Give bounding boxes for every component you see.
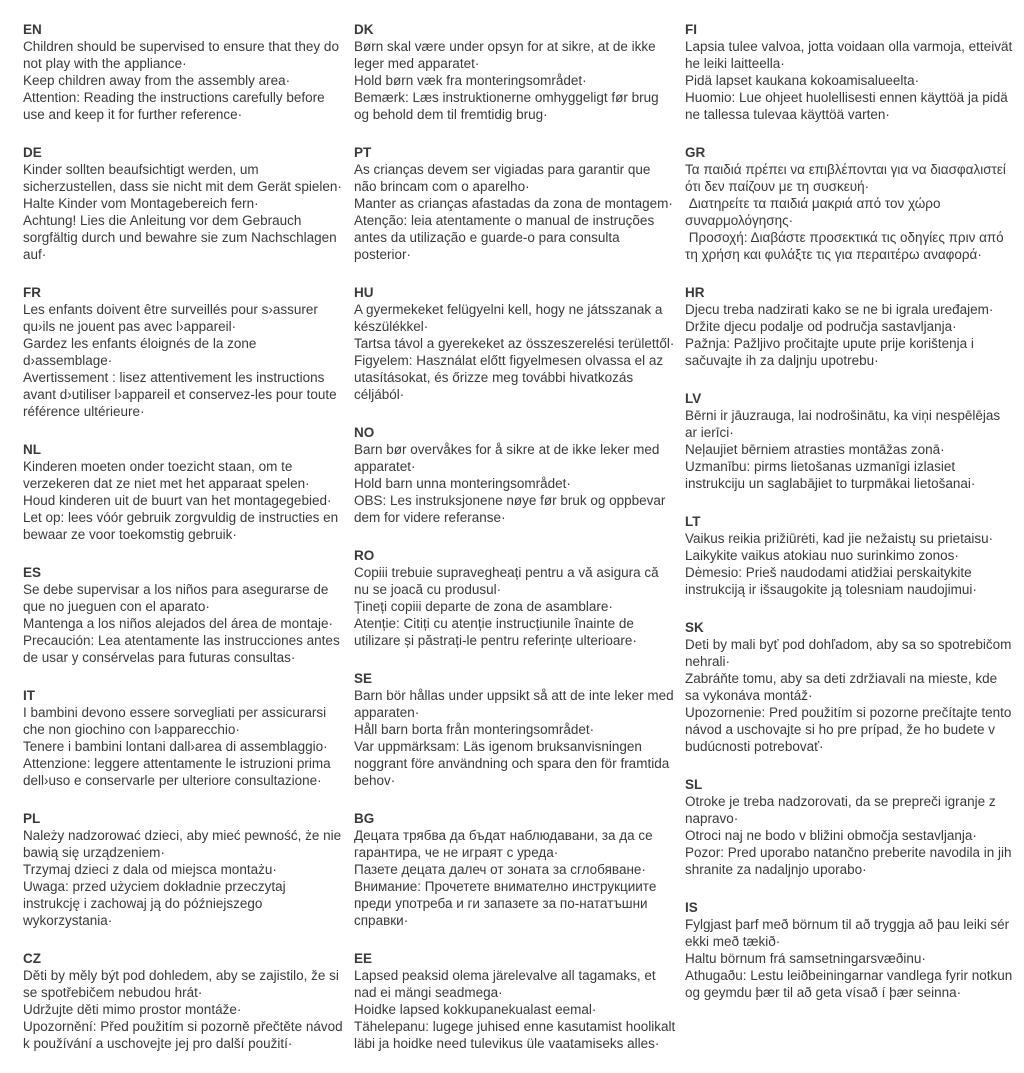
language-section-es (23, 564, 345, 666)
instruction-line: Mantenga a los niños alejados del área de montaje· (23, 616, 333, 631)
language-code: ES (23, 565, 42, 580)
instruction-line: Hold barn unna monteringsområdet· (354, 476, 571, 491)
instruction-line: Copiii trebuie supravegheați pentru a vă asigura că nu se joacă cu produsul· (354, 565, 663, 597)
instruction-line: Pidä lapset kaukana kokoamisalueelta· (685, 73, 920, 88)
instruction-line: Atenție: Citiți cu atenție instrucțiunile înainte de utilizare și păstrați-le pentru referințe ulterioare· (354, 616, 638, 648)
instruction-line: Vaikus reikia prižiūrėti, kad jie nežaistų su prietaisu· (685, 531, 994, 546)
instruction-line: Tartsa távol a gyerekeket az összeszerelési területtől· (354, 336, 675, 351)
language-section-fi (685, 21, 1015, 123)
language-section-lv (685, 390, 1015, 492)
language-section-pl (23, 810, 345, 929)
instruction-line: Tähelepanu: lugege juhised enne kasutamist hoolikalt läbi ja hoidke need tulevikus üle vaatamiseks alles· (354, 1019, 679, 1051)
instruction-line: Otroci naj ne bodo v bližini območja sestavljanja· (685, 828, 977, 843)
language-code: FR (23, 285, 41, 300)
instruction-line: I bambini devono essere sorvegliati per assicurarsi che non giochino con l›apparecchio· (23, 705, 330, 737)
language-section-no (354, 424, 676, 526)
instruction-line: Upozornění: Před použitím si pozorně přečtěte návod k používání a uschovejte jej pro další použití· (23, 1019, 347, 1051)
instruction-line: Zabráňte tomu, aby sa deti zdržiavali na mieste, kde sa vykonáva montáž· (685, 671, 1001, 703)
instruction-line: Atenção: leia atentamente o manual de instruções antes da utilização e guarde-o para consulta posterior· (354, 213, 658, 262)
language-code: PT (354, 145, 372, 160)
language-section-hu (354, 284, 676, 403)
language-code: HU (354, 285, 374, 300)
instruction-line: As crianças devem ser vigiadas para garantir que não brincam com o aparelho· (354, 162, 655, 194)
instruction-line: Dėmesio: Prieš naudodami atidžiai perskaitykite instrukciją ir išsaugokite ją tolesniam naudojimui· (685, 565, 977, 597)
instruction-line: Udržujte děti mimo prostor montáže· (23, 1002, 242, 1017)
language-code: IT (23, 688, 35, 703)
language-code: RO (354, 548, 375, 563)
language-section-lt (685, 513, 1015, 598)
instruction-line: Tenere i bambini lontani dall›area di assemblaggio· (23, 739, 328, 754)
instruction-line: Lapsia tulee valvoa, jotta voidaan olla varmoja, etteivät he leiki laitteella· (685, 39, 1016, 71)
column-3 (685, 21, 1015, 1073)
column-2 (354, 21, 679, 1073)
language-code: NO (354, 425, 375, 440)
instruction-line: Pozor: Pred uporabo natančno preberite navodila in jih shranite za nadaljnjo uporabo· (685, 845, 1016, 877)
language-section-de (23, 144, 345, 263)
instruction-line: Neļaujiet bērniem atrasties montāžas zonā· (685, 442, 945, 457)
instruction-line: Kinderen moeten onder toezicht staan, om te verzekeren dat ze niet met het apparaat spelen· (23, 459, 310, 491)
instruction-line: Var uppmärksam: Läs igenom bruksanvisningen noggrant före användning och spara den för framtida behov· (354, 739, 673, 788)
instruction-line: Barn bör hållas under uppsikt så att de inte leker med apparaten· (354, 688, 678, 720)
instruction-line: Børn skal være under opsyn for at sikre, at de ikke leger med apparatet· (354, 39, 660, 71)
instruction-line: Håll barn borta från monteringsområdet· (354, 722, 595, 737)
instruction-line: Gardez les enfants éloignés de la zone d›assemblage· (23, 336, 261, 368)
instruction-line: Barn bør overvåkes for å sikre at de ikke leker med apparatet· (354, 442, 664, 474)
instruction-line: Bērni ir jāuzrauga, lai nodrošinātu, ka viņi nespēlējas ar ierīci· (685, 408, 1004, 440)
instruction-line: Halte Kinder vom Montagebereich fern· (23, 196, 259, 211)
instruction-line: A gyermekeket felügyelni kell, hogy ne játsszanak a készülékkel· (354, 302, 667, 334)
language-code: SK (685, 620, 704, 635)
instruction-line: Uzmanību: pirms lietošanas uzmanīgi izlasiet instrukciju un saglabājiet to turpmākai lietošanai· (685, 459, 976, 491)
instruction-line: Huomio: Lue ohjeet huolellisesti ennen käyttöä ja pidä ne tallessa tulevaa käyttöä varten· (685, 90, 1012, 122)
instruction-line: Trzymaj dzieci z dala od miejsca montażu· (23, 862, 277, 877)
instruction-line: Προσοχή: Διαβάστε προσεκτικά τις οδηγίες πριν από τη χρήση και φυλάξτε τις για περαιτέρω αναφορά· (685, 230, 1008, 262)
language-section-fr (23, 284, 345, 420)
instruction-line: Fylgjast þarf með börnum til að tryggja að þau leiki sér ekki með tækið· (685, 917, 1013, 949)
instruction-line: Děti by měly být pod dohledem, aby se zajistilo, že si se spotřebičem nebudou hrát· (23, 968, 343, 1000)
language-code: GR (685, 145, 706, 160)
language-code: HR (685, 285, 705, 300)
instruction-line: Bemærk: Læs instruktionerne omhyggeligt før brug og behold dem til fremtidig brug· (354, 90, 663, 122)
language-section-cz (23, 950, 345, 1052)
instruction-line: Djecu treba nadzirati kako se ne bi igrala uređajem· (685, 302, 994, 317)
language-section-ee (354, 950, 679, 1052)
instruction-line: Țineți copiii departe de zona de asamblare· (354, 599, 613, 614)
instruction-line: Attenzione: leggere attentamente le istruzioni prima dell›uso e conservarle per ulteriore consultazione· (23, 756, 335, 788)
instruction-line: Avertissement : lisez attentivement les instructions avant d›utiliser l›appareil et conservez-les pour toute référence ultérieure· (23, 370, 341, 419)
instruction-line: Pažnja: Pažljivo pročitajte upute prije korištenja i sačuvajte ih za daljnju upotrebu· (685, 336, 978, 368)
instruction-line: Kinder sollten beaufsichtigt werden, um sicherzustellen, dass sie nicht mit dem Gerät spielen· (23, 162, 342, 194)
instruction-line: Deti by mali byť pod dohľadom, aby sa so spotrebičom nehrali· (685, 637, 1016, 669)
language-section-is (685, 899, 1015, 1001)
instruction-line: Laikykite vaikus atokiau nuo surinkimo zonos· (685, 548, 959, 563)
column-1 (23, 21, 345, 1073)
language-code: NL (23, 442, 41, 457)
language-section-sk (685, 619, 1015, 755)
language-section-pt (354, 144, 676, 263)
language-code: IS (685, 900, 698, 915)
instruction-line: Należy nadzorować dzieci, aby mieć pewność, że nie bawią się urządzeniem· (23, 828, 345, 860)
instruction-line: Hoidke lapsed kokkupanekualast eemal· (354, 1002, 597, 1017)
language-section-gr (685, 144, 1015, 263)
instruction-line: Houd kinderen uit de buurt van het montagegebied· (23, 493, 332, 508)
instruction-line: Децата трябва да бъдат наблюдавани, за да се гарантира, че не играят с уреда· (354, 828, 657, 860)
language-section-se (354, 670, 676, 789)
instruction-line: Les enfants doivent être surveillés pour s›assurer qu›ils ne jouent pas avec l›appareil· (23, 302, 322, 334)
instruction-line: Let op: lees vóór gebruik zorgvuldig de instructies en bewaar ze voor toekomstig gebruik· (23, 510, 342, 542)
instruction-line: Lapsed peaksid olema järelevalve all tagamaks, et nad ei mängi seadmega· (354, 968, 660, 1000)
instruction-line: Attention: Reading the instructions carefully before use and keep it for further reference· (23, 90, 329, 122)
language-code: EN (23, 22, 42, 37)
language-code: BG (354, 811, 375, 826)
language-section-en (23, 21, 345, 123)
instruction-line: Figyelem: Használat előtt figyelmesen olvassa el az utasításokat, és őrizze meg további hivatkozás céljából· (354, 353, 667, 402)
instruction-line: Precaución: Lea atentamente las instrucciones antes de usar y consérvelas para futuras consultas· (23, 633, 344, 665)
instruction-line: Manter as crianças afastadas da zona de montagem· (354, 196, 673, 211)
instruction-line: Držite djecu podalje od područja sastavljanja· (685, 319, 957, 334)
instruction-line: Athugaðu: Lestu leiðbeiningarnar vandlega fyrir notkun og geymdu þær til að geta vísað í þær seinna· (685, 968, 1016, 1000)
instruction-line: Haltu börnum frá samsetningarsvæðinu· (685, 951, 926, 966)
instruction-line: Пазете децата далеч от зоната за сглобяване· (354, 862, 646, 877)
language-code: EE (354, 951, 373, 966)
language-code: CZ (23, 951, 41, 966)
instruction-line: Διατηρείτε τα παιδιά μακριά από τον χώρο συναρμολόγησης· (685, 196, 945, 228)
instruction-line: Внимание: Прочетете внимателно инструкциите преди употреба и ги запазете за по-нататъшни справки· (354, 879, 661, 928)
language-section-dk (354, 21, 676, 123)
language-code: PL (23, 811, 41, 826)
instruction-line: Se debe supervisar a los niños para asegurarse de que no jueguen con el aparato· (23, 582, 333, 614)
instruction-line: Upozornenie: Pred použitím si pozorne prečítajte tento návod a uschovajte si ho pre prípad, že ho budete v budúcnosti potrebovať· (685, 705, 1016, 754)
language-section-it (23, 687, 345, 789)
instruction-line: OBS: Les instruksjonene nøye før bruk og oppbevar dem for videre referanse· (354, 493, 670, 525)
language-section-hr (685, 284, 1015, 369)
language-section-nl (23, 441, 345, 543)
instruction-line: Children should be supervised to ensure that they do not play with the appliance· (23, 39, 343, 71)
language-section-ro (354, 547, 676, 649)
language-code: DE (23, 145, 42, 160)
language-code: DK (354, 22, 374, 37)
instruction-line: Τα παιδιά πρέπει να επιβλέπονται για να διασφαλιστεί ότι δεν παίζουν με τη συσκευή· (685, 162, 1010, 194)
language-section-bg (354, 810, 676, 929)
instruction-line: Uwaga: przed użyciem dokładnie przeczytaj instrukcję i zachowaj ją do późniejszego wykorzystania· (23, 879, 290, 928)
language-code: LV (685, 391, 702, 406)
instruction-line: Achtung! Lies die Anleitung vor dem Gebrauch sorgfältig durch und bewahre sie zum Nachschlagen auf· (23, 213, 341, 262)
instruction-line: Hold børn væk fra monteringsområdet· (354, 73, 587, 88)
language-code: SE (354, 671, 373, 686)
instruction-line: Keep children away from the assembly area· (23, 73, 291, 88)
instruction-line: Otroke je treba nadzorovati, da se prepreči igranje z napravo· (685, 794, 1000, 826)
language-code: FI (685, 22, 697, 37)
language-section-sl (685, 776, 1015, 878)
language-code: SL (685, 777, 703, 792)
language-code: LT (685, 514, 701, 529)
